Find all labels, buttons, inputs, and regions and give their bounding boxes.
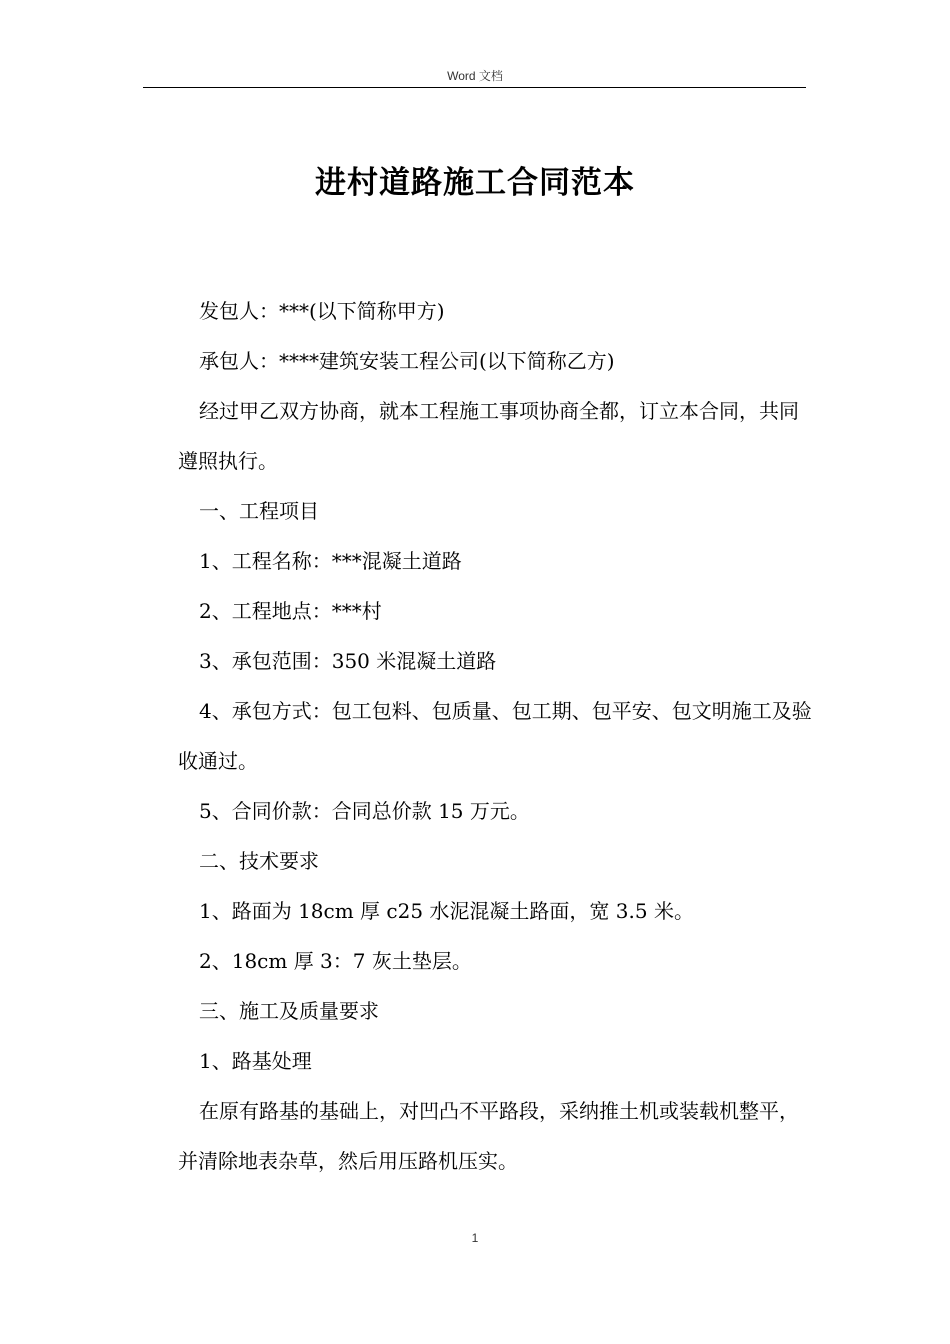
subheading-subgrade: 1、路基处理	[199, 1049, 312, 1073]
document-title: 进村道路施工合同范本	[315, 165, 635, 201]
paragraph-subgrade-treatment: 在原有路基的基础上，对凹凸不平路段，采纳推土机或装载机整平，并清除地表杂草，然后用压路机压实。	[178, 1099, 799, 1173]
header-divider	[143, 87, 806, 88]
section-heading-project: 一、工程项目	[199, 499, 319, 523]
paragraph-contractor: 承包人：****建筑安装工程公司(以下简称乙方)	[199, 349, 615, 373]
paragraph-project-location: 2、工程地点：***村	[199, 599, 382, 623]
section-heading-construction-quality: 三、施工及质量要求	[199, 999, 379, 1023]
paragraph-agreement: 经过甲乙双方协商，就本工程施工事项协商全都，订立本合同，共同遵照执行。	[178, 399, 799, 473]
paragraph-base-layer: 2、18cm 厚 3：7 灰土垫层。	[199, 949, 472, 973]
document-body	[178, 286, 812, 1186]
page-number: 1	[471, 1231, 479, 1245]
page-header-label: Word 文档	[447, 69, 503, 83]
paragraph-employer: 发包人：***(以下简称甲方)	[199, 299, 445, 323]
section-heading-technical: 二、技术要求	[199, 849, 319, 873]
paragraph-scope: 3、承包范围：350 米混凝土道路	[199, 649, 497, 673]
paragraph-project-name: 1、工程名称：***混凝土道路	[199, 549, 462, 573]
paragraph-contract-price: 5、合同价款：合同总价款 15 万元。	[199, 799, 530, 823]
paragraph-road-surface: 1、路面为 18cm 厚 c25 水泥混凝土路面，宽 3.5 米。	[199, 899, 694, 923]
paragraph-contract-method: 4、承包方式：包工包料、包质量、包工期、包平安、包文明施工及验收通过。	[178, 699, 812, 773]
